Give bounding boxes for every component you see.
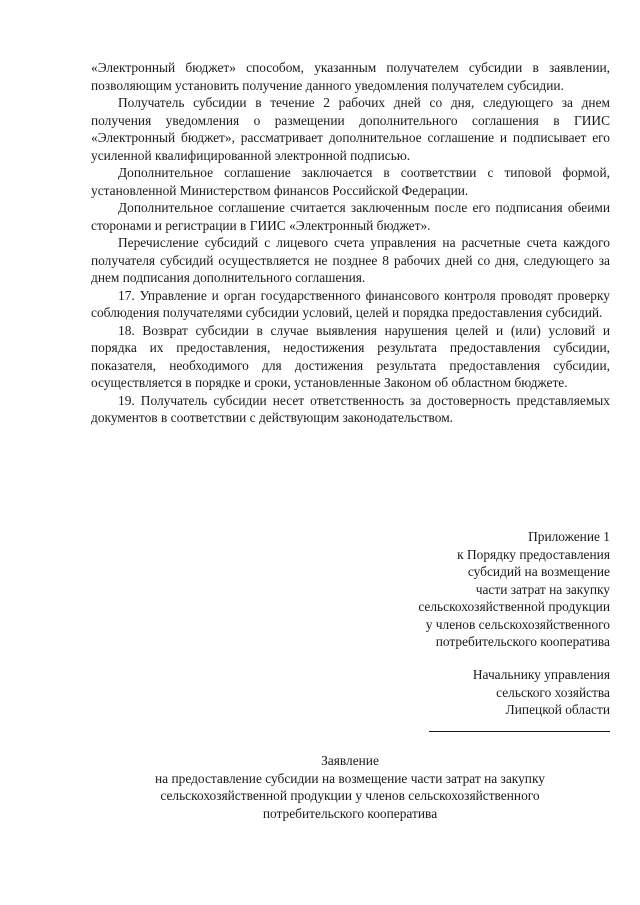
- addressee-line: сельского хозяйства: [496, 684, 610, 700]
- appendix-line: к Порядку предоставления: [457, 546, 610, 562]
- body-text: [91, 59, 610, 427]
- addressee-line: Липецкой области: [505, 702, 610, 717]
- appendix-line: потребительского кооператива: [435, 634, 610, 649]
- statement-heading: [80, 752, 620, 822]
- appendix-title: Приложение 1: [528, 529, 610, 544]
- appendix-line: сельскохозяйственной продукции: [418, 599, 610, 614]
- appendix-line: субсидий на возмещение: [467, 564, 610, 579]
- paragraph-17: 17. Управление и орган государственного финансового контроля проводят проверку соблюдения получателями субсидии условий, целей и порядка предоставления субсидий.: [91, 287, 610, 320]
- appendix-block: [310, 528, 610, 651]
- statement-line: потребительского кооператива: [262, 805, 438, 821]
- appendix-line: части затрат на закупку: [475, 581, 610, 597]
- addressee-line: Начальнику управления: [472, 667, 610, 682]
- statement-line: сельскохозяйственной продукции у членов сельскохозяйственного: [160, 788, 540, 803]
- paragraph: Получатель субсидии в течение 2 рабочих дней со дня, следующего за днем получения уведомления о размещении дополнительного соглашения в ГИИС «Электронный бюджет», рассматривает дополнительное соглашение и подписывает его усиленной квалифицированной электронной подписью.: [91, 95, 610, 163]
- paragraph: Перечисление субсидий с лицевого счета управления на расчетные счета каждого получателя субсидий осуществляется не позднее 8 рабочих дней со дня, следующего за днем подписания дополнительного соглашения.: [91, 235, 610, 285]
- paragraph: Дополнительное соглашение считается заключенным после его подписания обеими сторонами и регистрации в ГИИС «Электронный бюджет».: [91, 200, 610, 233]
- signature-blank-line: [429, 731, 610, 732]
- paragraph-18: 18. Возврат субсидии в случае выявления нарушения целей и (или) условий и порядка их предоставления, недостижения результата предоставления субсидии, показателя, необходимого для достижения результата предоставления субсидии, осуществляется в порядке и сроки, установленные Законом об областном бюджете.: [91, 322, 610, 390]
- paragraph-19: 19. Получатель субсидии несет ответственность за достоверность представляемых документов в соответствии с действующим законодательством.: [91, 392, 610, 425]
- paragraph: Дополнительное соглашение заключается в соответствии с типовой формой, установленной Министерством финансов Российской Федерации.: [91, 165, 610, 198]
- appendix-line: у членов сельскохозяйственного: [425, 616, 610, 632]
- addressee-block: [310, 666, 610, 736]
- statement-title: Заявление: [321, 753, 379, 768]
- paragraph: «Электронный бюджет» способом, указанным получателем субсидии в заявлении, позволяющим установить получение данного уведомления получателем субсидии.: [91, 60, 610, 93]
- statement-line: на предоставление субсидии на возмещение части затрат на закупку: [155, 770, 545, 786]
